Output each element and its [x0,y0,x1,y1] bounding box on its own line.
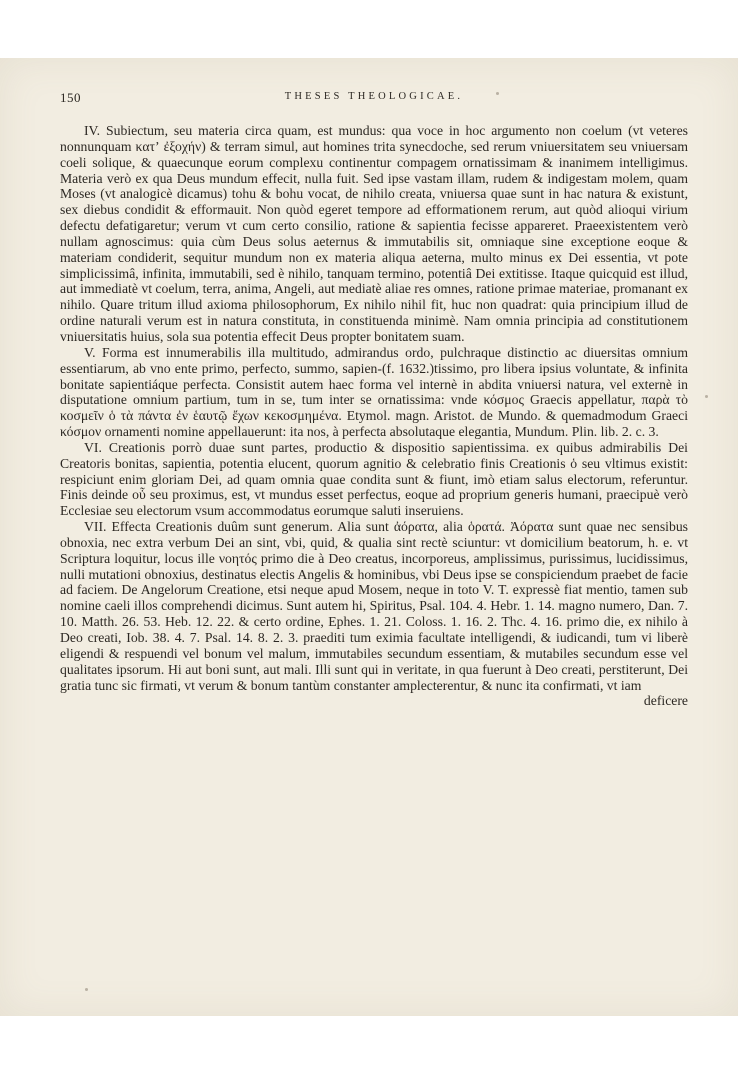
paragraph-vii: VII. Effecta Creationis duûm sunt generum. Alia sunt ἀόρατα, alia ὁρατά. Ἀόρατα sunt quae nec sensibus obnoxia, nec extra verbum Dei an sint, vbi, quid, & qualia sint rectè sciuntur: vt domicilium beatorum, h. e. vt Scriptura loquitur, locus ille νοητός primo die à Deo creatus, incorporeus, amplissimus, purissimus, lucidissimus, nulli mutationi obnoxius, destinatus electis Angelis & hominibus, vbi Deus ipse se conspiciendum praebet de facie ad faciem. De Angelorum Creatione, etsi neque apud Mosem, neque in toto V. T. expressè fiat mentio, tamen sub nomine caeli illos comprehendi dicimus. Sunt autem hi, Spiritus, Psal. 104. 4. Hebr. 1. 14. magno numero, Dan. 7. 10. Matth. 26. 53. Heb. 12. 22. & certo ordine, Ephes. 1. 21. Coloss. 1. 16. 2. Thc. 4. 16. primo die, ex nihilo à Deo creati, Iob. 38. 4. 7. Psal. 14. 8. 2. 3. praediti tum eximia facultate intelligendi, & iudicandi, tum vi liberè eligendi & respuendi vel bonum vel malum, immutabiles secundum essentiam, & mutabiles secundum esse vel qualitates ipsorum. Hi aut boni sunt, aut mali. Illi sunt qui in veritate, in qua fuerunt à Deo creati, perstiterunt, Dei gratia tunc sic firmati, vt verum & bonum tantùm constanter amplecterentur, & nunc ita confirmati, vt iam [60,519,688,693]
paragraph-vi: VI. Creationis porrò duae sunt partes, productio & dispositio sapientissima. ex quibus admirabilis Dei Creatoris bonitas, sapientia, potentia elucent, quorum agnitio & celebratio finis Creationis ὁ seu vltimus existit: respiciunt enim gloriam Dei, ad quam omnia quae condita sunt & fiunt, imò etiam salus electorum, referuntur. Finis deinde οὗ seu proximus, est, vt mundus esset perfectus, eoque ad proprium generis humani, praecipuè verò Ecclesiae seu electorum vsum accommodatus eorumque saluti inseruiens. [60,439,688,519]
paragraph-iv: IV. Subiectum, seu materia circa quam, est mundus: qua voce in hoc argumento non coelum (vt veteres nonnunquam κατʼ ἐξοχήν) & terram simul, aut homines trita synecdoche, sed rerum vniuersitatem seu vniuersam coeli solique, & quaecunque eorum complexu continentur compagem ornatissimam & inanimem intelligimus. Materia verò ex qua Deus mundum effecit, nulla fuit. Sed ipse vastam illam, rudem & indigestam molem, quam Moses (vt analogicè dicamus) tohu & bohu vocat, de nihilo creata, vniuersa quae sunt in hac natura & existunt, sex diebus condidit & efformauit. Non quòd egeret tempore ad efformationem rerum, aut quòd alioqui virium defectu defatigaretur; verum vt cum certo consilio, ratione & sapientia fecisse appareret. Praeexistentem verò nullam agnoscimus: quia cùm Deus solus aeternus & immutabilis sit, omniaque sine exceptione eoque & materiam condiderit, sequitur mundum non ex materia aliqua aeterna, multo minus ex Dei essentia, vt pote simplicissimâ, infinita, immutabili, sed è nihilo, tanquam termino, potentiâ Dei extitisse. Itaque quicquid est illud, aut immediatè vt coelum, terra, anima, Angeli, aut mediatè aliae res omnes, ratione primae materiae, promanant ex nihilo. Quare tritum illud axioma philosophorum, Ex nihilo nihil fit, huc non quadrat: quia principium illud de ordine naturali verum est in natura constituta, in constituenda minimè. Nam omnia principia ad constitutionem vniuersitatis huius, sola sua potentia effecit Deus propter bonitatem suam. [60,123,688,344]
page-body [60,123,688,709]
page-number: 150 [60,90,81,105]
ink-spot [85,988,88,991]
ink-spot [705,395,708,398]
ink-spot [496,92,499,95]
page-header [60,90,688,106]
catchword: deficere [643,693,688,709]
paragraph-v: V. Forma est innumerabilis illa multitudo, admirandus ordo, pulchraque distinctio ac diuersitas omnium essentiarum, ab vno ente primo, perfecto, summo, sapien-(f. 1632.)tissimo, pro libera ipsius voluntate, & infinita bonitate sapientiáque perfecta. Consistit autem haec forma vel internè in abdita vniuersi natura, vel externè in disputatione omnium partium, tum in se, tum inter se ornatissima: vnde κόσμος Graecis appellatur, παρὰ τὸ κοσμεῖν ὁ τὰ πάντα ἐν ἑαυτῷ ἔχων κεκοσμημένα. Etymol. magn. Aristot. de Mundo. & quemadmodum Graeci κόσμον ornamenti nomine appellauerunt: ita nos, à perfecta absolutaque elegantia, Mundum. Plin. lib. 2. c. 3. [60,344,688,440]
running-head: THESES THEOLOGICAE. [284,91,464,102]
